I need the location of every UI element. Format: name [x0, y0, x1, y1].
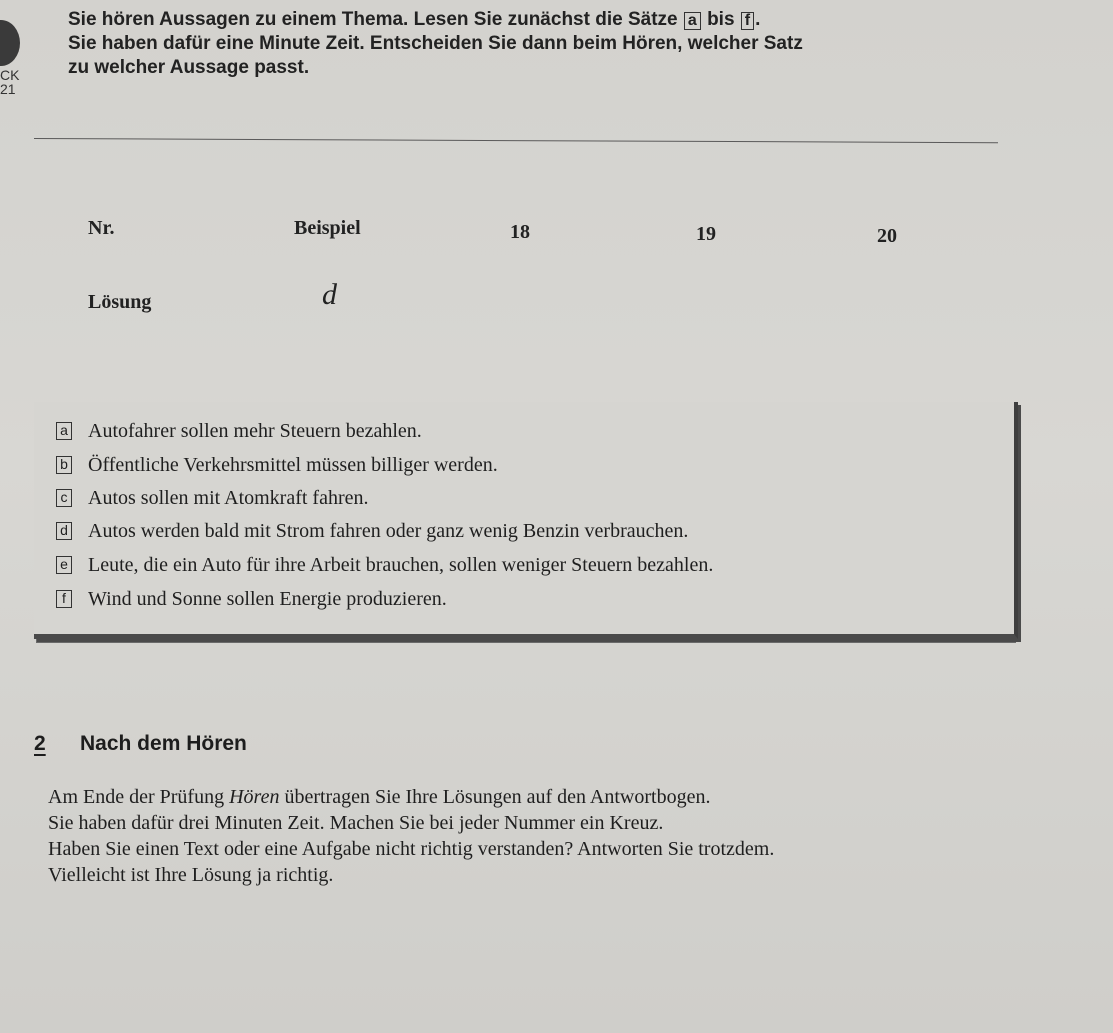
grid-header-19: 19 — [696, 223, 716, 245]
grid-header-nr: Nr. — [88, 217, 115, 239]
track-code-line1: CK — [0, 67, 20, 83]
example-answer: d — [322, 278, 337, 311]
statement-item — [56, 588, 447, 610]
body-text: übertragen Sie Ihre Lösungen auf den Antwortbogen. — [284, 786, 711, 808]
divider-line — [34, 138, 998, 143]
statement-letter-box: e — [56, 556, 72, 574]
body-emphasis: Hören — [229, 786, 280, 808]
body-text: Am Ende der Prüfung — [48, 786, 225, 808]
boxed-letter-to: f — [741, 12, 754, 30]
audio-track-icon — [0, 20, 20, 66]
statement-letter-box: d — [56, 522, 72, 540]
statement-item — [56, 554, 713, 576]
section-body-line3: Haben Sie einen Text oder eine Aufgabe nicht richtig verstanden? Antworten Sie trotzdem. — [48, 838, 775, 860]
statement-item — [56, 487, 369, 509]
task-instructions — [68, 8, 968, 80]
statement-item — [56, 420, 422, 442]
statement-letter-box: b — [56, 456, 72, 474]
instructions-line3: zu welcher Aussage passt. — [68, 57, 310, 78]
statement-text: Leute, die ein Auto für ihre Arbeit brauchen, sollen weniger Steuern bezahlen. — [88, 554, 714, 576]
statements-box — [34, 402, 1018, 639]
statement-letter-box: a — [56, 422, 72, 440]
statement-letter-box: f — [56, 590, 72, 608]
grid-header-18: 18 — [510, 221, 530, 243]
grid-row-label-losung: Lösung — [88, 291, 152, 313]
statement-item — [56, 520, 688, 542]
grid-header-beispiel: Beispiel — [294, 217, 361, 239]
instructions-period: . — [755, 9, 761, 30]
section-body-line2: Sie haben dafür drei Minuten Zeit. Machen Sie bei jeder Nummer ein Kreuz. — [48, 812, 664, 834]
statement-item — [56, 454, 498, 476]
section-body — [48, 784, 1048, 888]
section-number: 2 — [34, 732, 46, 755]
instructions-line1 — [68, 8, 968, 32]
grid-header-20: 20 — [877, 225, 897, 247]
statement-letter-box: c — [56, 489, 72, 507]
track-code — [0, 68, 19, 96]
instructions-text: Sie hören Aussagen zu einem Thema. Lesen Sie zunächst die Sätze — [68, 9, 678, 30]
section-body-line4: Vielleicht ist Ihre Lösung ja richtig. — [48, 864, 334, 886]
statement-text: Autos sollen mit Atomkraft fahren. — [88, 487, 369, 509]
statement-text: Öffentliche Verkehrsmittel müssen billiger werden. — [88, 454, 498, 476]
statement-text: Autofahrer sollen mehr Steuern bezahlen. — [88, 420, 422, 442]
track-code-line2: 21 — [0, 81, 16, 97]
section-title: Nach dem Hören — [80, 732, 247, 755]
instructions-line2: Sie haben dafür eine Minute Zeit. Entscheiden Sie dann beim Hören, welcher Satz — [68, 33, 803, 54]
boxed-letter-from: a — [684, 12, 701, 30]
instructions-bis: bis — [707, 9, 735, 30]
section-body-line1 — [48, 784, 1048, 810]
statement-text: Autos werden bald mit Strom fahren oder ganz wenig Benzin verbrauchen. — [88, 520, 689, 542]
statement-text: Wind und Sonne sollen Energie produzieren. — [88, 588, 447, 610]
